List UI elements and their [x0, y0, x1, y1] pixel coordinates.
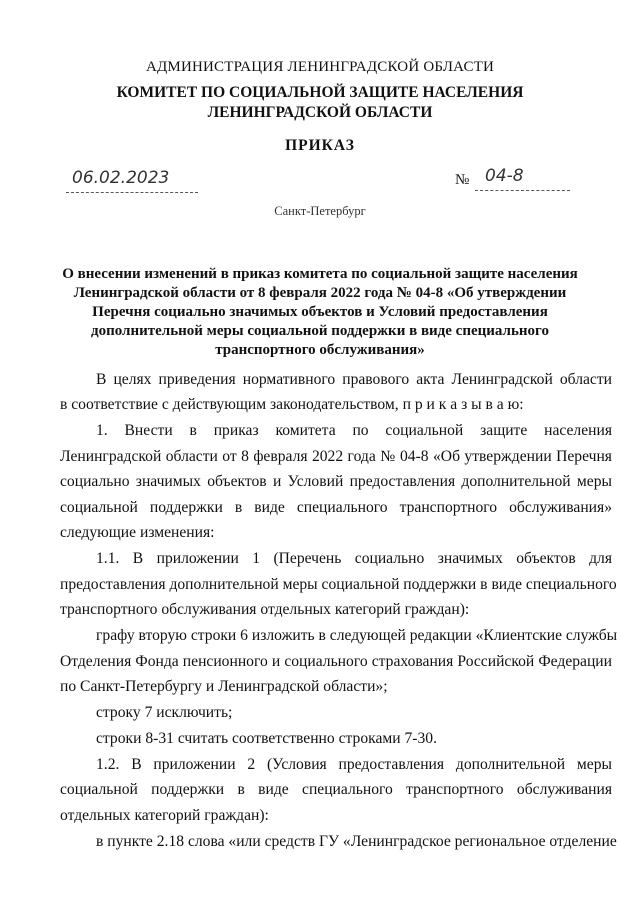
- order-number-field: [475, 166, 570, 191]
- body-line: в соответствие с действующим законодательством, п р и к а з ы в а ю:: [60, 396, 524, 413]
- body-line: следующие изменения:: [60, 524, 215, 541]
- title-line: Перечня социально значимых объектов и Условий предоставления: [92, 304, 548, 320]
- document-type: ПРИКАЗ: [285, 137, 355, 154]
- committee-name-line2: ЛЕНИНГРАДСКОЙ ОБЛАСТИ: [207, 104, 433, 121]
- title-line: О внесении изменений в приказ комитета по социальной защите населения: [62, 266, 578, 282]
- administration-name: АДМИНИСТРАЦИЯ ЛЕНИНГРАДСКОЙ ОБЛАСТИ: [145, 59, 495, 75]
- body-line: социальной поддержки в виде специального транспортного обслуживания»: [60, 499, 612, 516]
- body-line: Ленинградской области от 8 февраля 2022 года № 04-8 «Об утверждении Перечня: [60, 448, 612, 465]
- order-date: 06.02.2023: [72, 168, 170, 188]
- body-line: предоставления дополнительной меры социальной поддержки в виде специального: [60, 576, 617, 593]
- body-line: 1.1. В приложении 1 (Перечень социально значимых объектов для: [96, 550, 612, 567]
- order-date-field: [66, 168, 198, 193]
- body-line: социально значимых объектов и Условий предоставления дополнительной меры: [60, 473, 612, 490]
- body-line: 1.2. В приложении 2 (Условия предоставления дополнительной меры: [96, 756, 612, 773]
- body-line: социальной поддержки в виде специального транспортного обслуживания: [60, 781, 612, 798]
- body-line: строку 7 исключить;: [96, 704, 233, 721]
- body-line: графу вторую строки 6 изложить в следующей редакции «Клиентские службы: [96, 627, 618, 644]
- title-line: транспортного обслуживания»: [215, 342, 425, 358]
- number-label: №: [455, 172, 470, 188]
- body-line: В целях приведения нормативного правового акта Ленинградской области: [96, 371, 612, 388]
- body-line: строки 8-31 считать соответственно строками 7-30.: [96, 730, 437, 747]
- committee-name-line1: КОМИТЕТ ПО СОЦИАЛЬНОЙ ЗАЩИТЕ НАСЕЛЕНИЯ: [116, 84, 524, 101]
- body-line: 1. Внести в приказ комитета по социальной защите населения: [96, 422, 612, 439]
- body-line: отдельных категорий граждан):: [60, 807, 269, 824]
- title-line: Ленинградской области от 8 февраля 2022 года № 04-8 «Об утверждении: [73, 285, 567, 301]
- body-line: Отделения Фонда пенсионного и социального страхования Российской Федерации: [60, 653, 612, 670]
- order-number: 04-8: [485, 166, 524, 186]
- body-line: транспортного обслуживания отдельных категорий граждан):: [60, 601, 470, 618]
- body-line: в пункте 2.18 слова «или средств ГУ «Ленинградское региональное отделение: [96, 833, 617, 850]
- title-line: дополнительной меры социальной поддержки в виде специального: [91, 323, 549, 339]
- city: Санкт-Петербург: [274, 204, 366, 218]
- body-line: по Санкт-Петербургу и Ленинградской области»;: [60, 678, 388, 695]
